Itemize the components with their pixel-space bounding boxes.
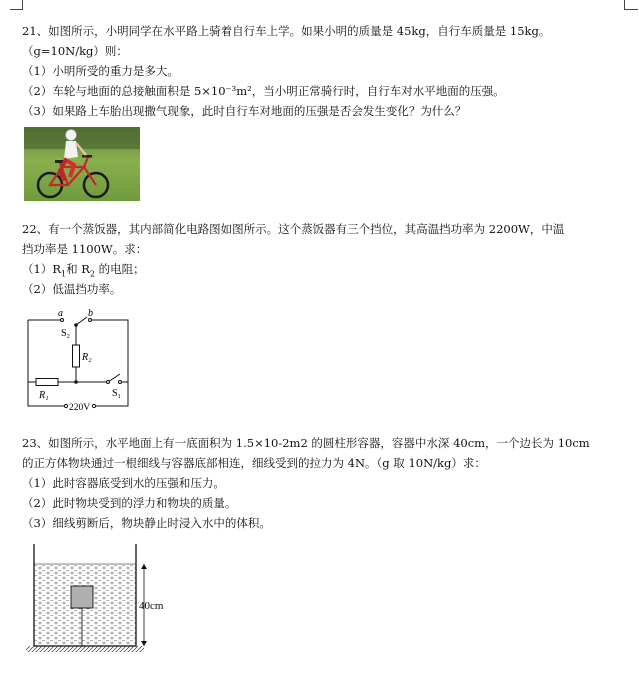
switch-s2-pivot (74, 323, 78, 327)
q22-stem-line1: 22、有一个蒸饭器，其内部简化电路图如图所示。这个蒸饭器有三个挡位，其高温挡功率为 2200W，中温 (22, 222, 565, 236)
q22-sub1-prefix: （1）R (22, 262, 61, 276)
container-diagram (26, 538, 176, 663)
junction-dot (74, 380, 78, 384)
corner-mark-right-horizontal (624, 9, 638, 10)
q21-sub3: （3）如果路上车胎出现撒气现象，此时自行车对地面的压强是否会发生变化？为什么？ (22, 104, 467, 118)
depth-label: 40cm (139, 600, 164, 612)
resistor-r1 (36, 379, 58, 386)
container-diagram-svg (26, 538, 176, 660)
corner-mark-right-vertical (624, 0, 625, 9)
circuit-label-a: a (58, 308, 63, 319)
q21-sub1: （1）小明所受的重力是多大。 (22, 64, 179, 78)
resistor-r2 (73, 345, 80, 367)
q23-stem-line1: 23、如图所示，水平地面上有一底面积为 1.5×10-2m2 的圆柱形容器，容器中水深 40cm，一个边长为 10cm (22, 436, 590, 450)
circuit-label-s1: S₁ (112, 388, 122, 399)
depth-arrow-up-head (141, 564, 147, 569)
cube-block (71, 586, 93, 608)
q22-sub2: （2）低温挡功率。 (22, 282, 122, 296)
q23-sub1: （1）此时容器底受到水的压强和压力。 (22, 476, 225, 490)
bicycle-photo-illustration (24, 127, 140, 201)
corner-mark-left-horizontal (10, 9, 23, 10)
circuit-label-voltage: 220V (69, 403, 91, 413)
wire-top-right (90, 320, 128, 406)
q21-sub2: （2）车轮与地面的总接触面积是 5×10⁻³m²，当小明正常骑行时，自行车对水平地面的压强。 (22, 84, 505, 98)
q22-sub1-mid: 和 R (66, 262, 90, 276)
q22-sub1-sub-a: 1 (60, 269, 67, 279)
bicycle-photo (24, 127, 140, 201)
circuit-label-r1: R₁ (39, 390, 49, 401)
q23-sub3: （3）细线剪断后，物块静止时浸入水中的体积。 (22, 516, 271, 530)
terminal-right (92, 404, 95, 407)
switch-s1-blade (108, 374, 120, 382)
corner-mark-left-vertical (22, 0, 23, 9)
circuit-diagram (24, 308, 136, 421)
q23-sub2: （2）此时物块受到的浮力和物块的质量。 (22, 496, 237, 510)
switch-s1-pivot (107, 381, 110, 384)
circuit-label-r2: R₂ (82, 352, 92, 363)
circuit-label-s2: S₂ (61, 328, 71, 339)
circuit-diagram-svg (24, 308, 136, 418)
q23-stem-line2: 的正方体物块通过一根细线与容器底部相连，细线受到的拉力为 4N。（g 取 10N/kg）求： (22, 456, 486, 470)
circuit-label-b: b (88, 308, 93, 319)
ground-hatch (26, 646, 144, 652)
terminal-left (64, 404, 67, 407)
depth-arrow-down-head (141, 641, 147, 646)
switch-s1-contact (119, 381, 122, 384)
q22-stem-line2: 挡功率是 1100W。求： (22, 242, 148, 256)
q22-sub1-suffix: 的电阻； (95, 262, 145, 276)
q22-sub1-sub-b: 2 (89, 269, 95, 279)
switch-s2-blade (76, 317, 87, 325)
q21-stem-line1: 21、如图所示，小明同学在水平路上骑着自行车上学。如果小明的质量是 45kg，自行车质量是 15kg。 (22, 24, 551, 38)
q22-sub1 (22, 262, 145, 281)
q21-stem-line2: （g=10N/kg）则： (22, 44, 128, 58)
